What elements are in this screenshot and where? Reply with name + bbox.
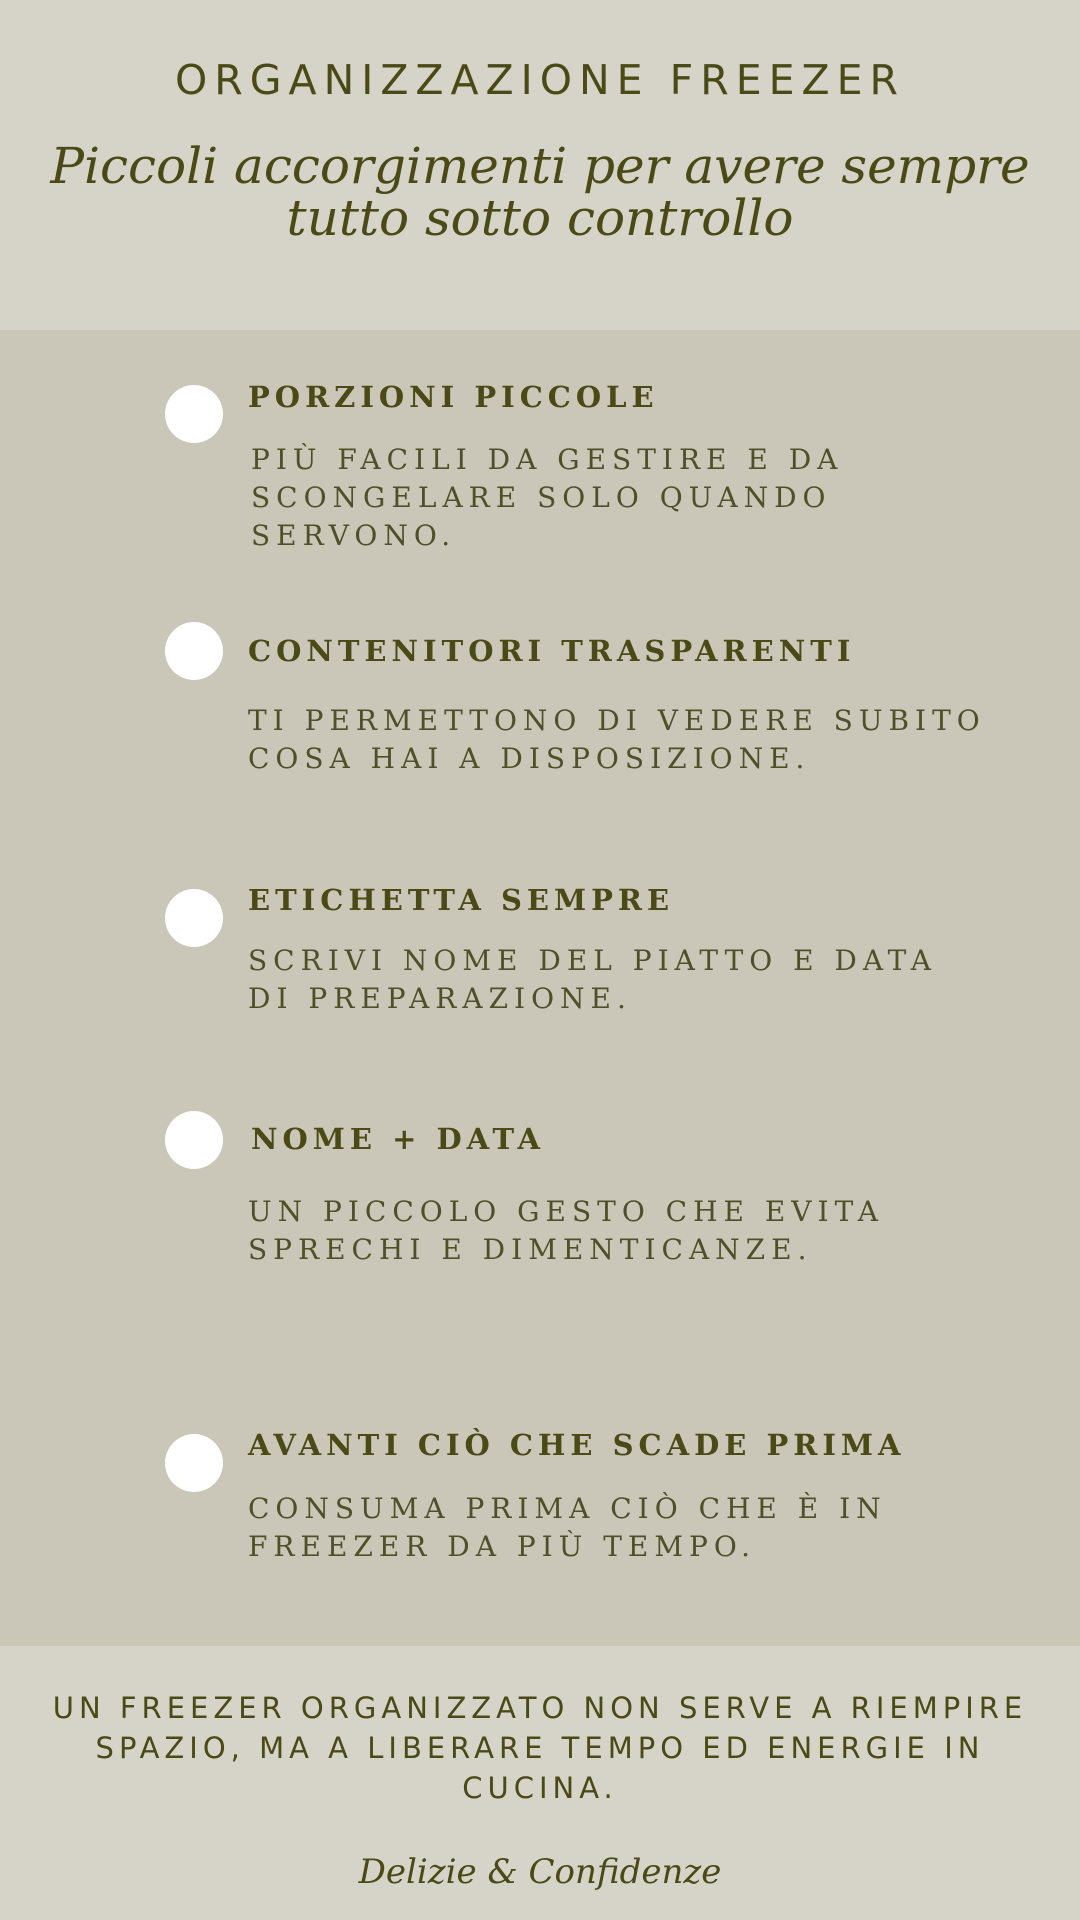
tip-title: CONTENITORI TRASPARENTI	[248, 634, 856, 668]
bullet-circle-icon	[165, 889, 223, 947]
page-subtitle: Piccoli accorgimenti per avere sempre tutto sotto controllo	[50, 137, 1030, 247]
tip-title: PORZIONI PICCOLE	[248, 380, 659, 414]
header-section	[0, 0, 1080, 330]
closing-statement: UN FREEZER ORGANIZZATO NON SERVE A RIEMPIRE SPAZIO, MA A LIBERARE TEMPO ED ENERGIE IN CUCINA.	[52, 1691, 1028, 1805]
tip-description: PIÙ FACILI DA GESTIRE E DA SCONGELARE SOLO QUANDO SERVONO.	[251, 443, 844, 552]
brand-signature: Delizie & Confidenze	[358, 1852, 722, 1892]
bullet-circle-icon	[165, 385, 223, 443]
tip-description: CONSUMA PRIMA CIÒ CHE È IN FREEZER DA PIÙ TEMPO.	[248, 1492, 887, 1563]
tip-title: NOME + DATA	[251, 1122, 546, 1156]
page-title: ORGANIZZAZIONE FREEZER	[175, 56, 905, 104]
tip-description: SCRIVI NOME DEL PIATTO E DATA DI PREPARAZIONE.	[248, 944, 937, 1015]
tip-description: UN PICCOLO GESTO CHE EVITA SPRECHI E DIMENTICANZE.	[248, 1195, 884, 1266]
bullet-circle-icon	[165, 622, 223, 680]
tip-title: ETICHETTA SEMPRE	[248, 883, 675, 917]
bullet-circle-icon	[165, 1111, 223, 1169]
tip-description: TI PERMETTONO DI VEDERE SUBITO COSA HAI A DISPOSIZIONE.	[248, 704, 986, 775]
tip-title: AVANTI CIÒ CHE SCADE PRIMA	[248, 1428, 906, 1462]
footer-section	[0, 1646, 1080, 1920]
bullet-circle-icon	[165, 1434, 223, 1492]
tips-list	[0, 330, 1080, 1646]
